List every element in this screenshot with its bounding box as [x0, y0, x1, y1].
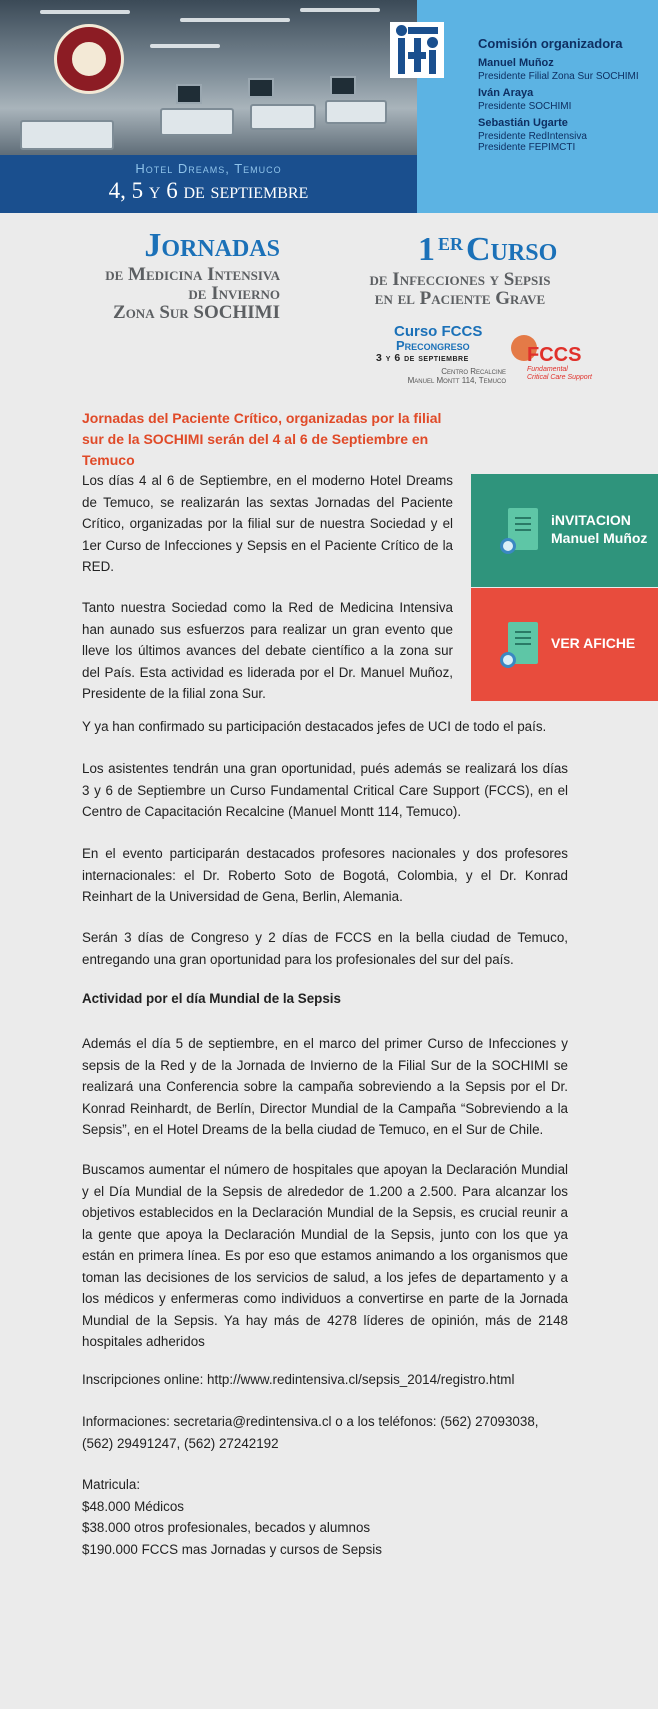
jornadas-line: de Invierno: [188, 283, 280, 304]
curso-ordinal: ER: [438, 234, 464, 254]
fccs-logo: FCCS: [527, 344, 582, 366]
fee-item: $38.000 otros profesionales, becados y alumnos: [82, 1520, 371, 1535]
poster-button[interactable]: [471, 588, 658, 701]
curso-line: de Infecciones y Sepsis: [369, 269, 551, 290]
seal-center: [70, 40, 108, 78]
paragraph: En el evento participarán destacados profesores nacionales y dos profesores internacionales: el Dr. Roberto Soto de Bogotá, Colombia, y el Dr. Konrad Reinhart de la Universidad de Gena, Berlin, Alemania.: [82, 846, 568, 904]
contact-line-2: (562) 29491247, (562) 27242192: [82, 1435, 279, 1451]
committee-member-name: Manuel Muñoz: [478, 57, 554, 69]
invitation-button[interactable]: [471, 474, 658, 587]
fccs-tagline: [527, 366, 592, 382]
fccs-tagline-1: Fundamental: [527, 366, 568, 373]
curso-title: Curso: [466, 231, 558, 268]
fccs-precongress: Precongreso: [396, 338, 470, 353]
paragraph: Además el día 5 de septiembre, en el marco del primer Curso de Infecciones y sepsis de la Red y de la Jornada de Invierno de la Filial Sur de la SOCHIMI se realizará una Conferencia sobre la campaña sobreviendo a la Sepsis por el Dr. Konrad Reinhardt, de Berlín, Director Mundial de la Campaña “Sobreviendo a la Sepsis”, en el Hotel Dreams de la bella ciudad de Temuco, en el Sur de Chile.: [82, 1036, 568, 1137]
fccs-course-title: Curso FCCS: [394, 323, 483, 340]
redintensiva-logo: [390, 22, 444, 78]
invitation-label-2: Manuel Muñoz: [551, 530, 648, 546]
fccs-place: Centro Recalcine: [441, 367, 506, 376]
contact-info: [82, 1411, 568, 1454]
fccs-dates: 3 y 6 de septiembre: [376, 352, 469, 364]
document-search-icon: [508, 508, 538, 550]
committee-member-name: Sebastián Ugarte: [478, 117, 568, 129]
jornadas-title: Jornadas: [144, 227, 280, 264]
committee-member-role: Presidente Filial Zona Sur SOCHIMI: [478, 71, 639, 82]
curso-line: en el Paciente Grave: [374, 288, 546, 309]
fccs-tagline-2: Critical Care Support: [527, 374, 592, 381]
fee-item: $190.000 FCCS mas Jornadas y cursos de Sepsis: [82, 1541, 382, 1557]
hotel-name: Hotel Dreams, Temuco: [135, 161, 282, 176]
event-dates: 4, 5 y 6 de septiembre: [108, 178, 309, 203]
paragraph: Los asistentes tendrán una gran oportunidad, pués además se realizará los días 3 y 6 de Septiembre un Curso Fundamental Critical Care Support (FCCS), en el Centro de Capacitación Recalcine (Manuel Montt 114, Temuco).: [82, 761, 568, 819]
section-heading: Actividad por el día Mundial de la Sepsis: [82, 991, 341, 1006]
document-search-icon: [508, 622, 538, 664]
paragraph: Buscamos aumentar el número de hospitales que apoyan la Declaración Mundial y el Día Mundial de la Sepsis de alrededor de 1.200 a 2.500. Para alcanzar los objetivos establecidos en la Declaración Mundial de la Sepsis, es crucial reunir a la gente que apoya la Declaración Mundial de la Sepsis, junto con los que ya están en primera línea. Es por eso que estamos animando a los organismos que toman las decisiones de los servicios de salud, a los jefes de departamento y a los médicos y enfermeras como individuos a convertirse en parte de la Jornada Mundial de la Sepsis. Ya hay más de 4278 líderes de opinión, más de 2148 hospitales adheridos: [82, 1162, 568, 1349]
poster-label: VER AFICHE: [551, 635, 636, 651]
fee-item: $48.000 Médicos: [82, 1498, 184, 1514]
paragraph: Tanto nuestra Sociedad como la Red de Medicina Intensiva han aunado sus esfuerzos para realizar un gran evento que lleve los últimos avances del debate científico a la zona sur del País. Esta actividad es liderada por el Dr. Manuel Muñoz, Presidente de la filial zona Sur.: [82, 600, 453, 701]
committee-member-name: Iván Araya: [478, 87, 534, 99]
contact-line-1: Informaciones: secretaria@redintensiva.cl o a los teléfonos: (562) 27093038,: [82, 1414, 539, 1429]
curso-number: 1: [418, 231, 435, 268]
paragraph: Y ya han confirmado su participación destacados jefes de UCI de todo el país.: [82, 719, 547, 734]
fees-list: [82, 1474, 568, 1560]
paragraph: Serán 3 días de Congreso y 2 días de FCCS en la bella ciudad de Temuco, entregando una gran oportunidad para los profesionales del sur del país.: [82, 930, 568, 967]
headline: Jornadas del Paciente Crítico, organizadas por la filial sur de la SOCHIMI serán del 4 al 6 de Septiembre en Temuco: [82, 410, 442, 468]
fees-title: Matricula:: [82, 1477, 141, 1492]
committee-title: Comisión organizadora: [478, 36, 623, 51]
committee-member-role: Presidente FEPIMCTI: [478, 142, 576, 153]
committee-member-role: Presidente RedIntensiva: [478, 131, 587, 142]
jornadas-line: de Medicina Intensiva: [105, 264, 280, 285]
registration-link[interactable]: Inscripciones online: http://www.redintensiva.cl/sepsis_2014/registro.html: [82, 1372, 515, 1387]
fccs-address: Manuel Montt 114, Temuco: [407, 376, 506, 385]
paragraph: Los días 4 al 6 de Septiembre, en el moderno Hotel Dreams de Temuco, se realizarán las sextas Jornadas del Paciente Crítico, organizadas por la filial sur de nuestra Sociedad y el 1er Curso de Infecciones y Sepsis en el Paciente Crítico de la RED.: [82, 473, 453, 574]
invitation-label-1: iNVITACION: [551, 512, 631, 528]
jornadas-line: Zona Sur SOCHIMI: [113, 302, 280, 323]
committee-member-role: Presidente SOCHIMI: [478, 101, 572, 112]
